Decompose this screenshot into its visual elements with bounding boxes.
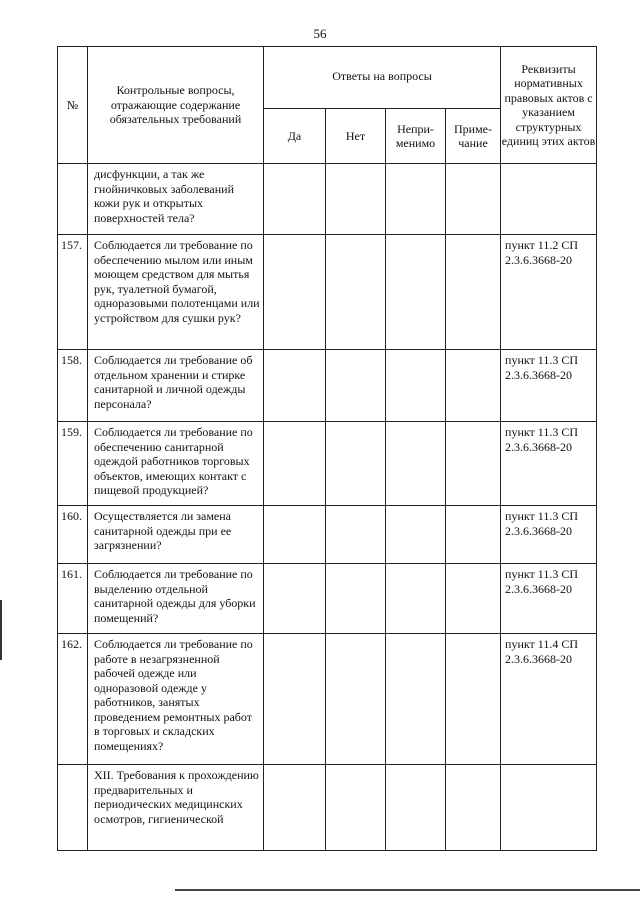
table-row (58, 164, 597, 235)
answer-no-cell[interactable] (326, 235, 386, 350)
table-row (58, 350, 597, 422)
header-no: Нет (326, 109, 386, 164)
answer-note-cell[interactable] (446, 564, 501, 634)
answer-na-cell[interactable] (386, 506, 446, 564)
row-number: 162. (58, 634, 88, 765)
answer-yes-cell[interactable] (264, 564, 326, 634)
row-question: Соблюдается ли требование об отдельном хранении и стирке санитарной и личной одежды персонала? (88, 350, 264, 422)
answer-yes-cell[interactable] (264, 235, 326, 350)
answer-na-cell[interactable] (386, 422, 446, 506)
row-number: 161. (58, 564, 88, 634)
section-heading: XII. Требования к прохождению предварительных и периодических медицинских осмотров, гигиенической (88, 765, 264, 851)
table-row (58, 422, 597, 506)
answer-no-cell[interactable] (326, 164, 386, 235)
row-reference (501, 765, 597, 851)
row-question: дисфункции, а так же гнойничковых заболеваний кожи рук и открытых поверхностей тела? (88, 164, 264, 235)
answer-na-cell[interactable] (386, 634, 446, 765)
row-question: Соблюдается ли требование по обеспечению санитарной одеждой работников торговых объектов, имеющих контакт с пищевой продукцией? (88, 422, 264, 506)
row-number: 157. (58, 235, 88, 350)
answer-note-cell[interactable] (446, 506, 501, 564)
answer-no-cell[interactable] (326, 564, 386, 634)
row-reference: пункт 11.3 СП 2.3.6.3668-20 (501, 350, 597, 422)
answer-na-cell[interactable] (386, 564, 446, 634)
page-number: 56 (313, 26, 327, 41)
section-row (58, 765, 597, 851)
answer-note-cell[interactable] (446, 350, 501, 422)
answer-na-cell[interactable] (386, 235, 446, 350)
row-reference: пункт 11.3 СП 2.3.6.3668-20 (501, 506, 597, 564)
answer-yes-cell[interactable] (264, 350, 326, 422)
answer-no-cell[interactable] (326, 350, 386, 422)
answer-yes-cell[interactable] (264, 164, 326, 235)
table-row (58, 634, 597, 765)
answer-yes-cell[interactable] (264, 634, 326, 765)
row-number: 158. (58, 350, 88, 422)
answer-na-cell[interactable] (386, 765, 446, 851)
header-row (58, 47, 597, 109)
answer-note-cell[interactable] (446, 164, 501, 235)
row-question: Соблюдается ли требование по работе в незагрязненной рабочей одежде или одноразовой одежде у работников, занятых проведением ремонтных работ в торговых и складских помещениях? (88, 634, 264, 765)
checklist-table (57, 46, 597, 851)
row-reference: пункт 11.3 СП 2.3.6.3668-20 (501, 564, 597, 634)
row-number (58, 164, 88, 235)
answer-no-cell[interactable] (326, 634, 386, 765)
row-question: Соблюдается ли требование по обеспечению мылом или иным моющем средством для мытья рук, туалетной бумагой, одноразовыми полотенцами или устройством для сушки рук? (88, 235, 264, 350)
answer-na-cell[interactable] (386, 350, 446, 422)
header-requisites: Реквизиты нормативных правовых актов с указанием структурных единиц этих актов (501, 47, 597, 164)
row-number (58, 765, 88, 851)
answer-yes-cell[interactable] (264, 765, 326, 851)
answer-no-cell[interactable] (326, 422, 386, 506)
answer-note-cell[interactable] (446, 634, 501, 765)
row-reference: пункт 11.4 СП 2.3.6.3668-20 (501, 634, 597, 765)
scan-edge-line (175, 889, 640, 891)
answer-no-cell[interactable] (326, 765, 386, 851)
header-questions: Контрольные вопросы, отражающие содержание обязательных требований (88, 47, 264, 164)
answer-note-cell[interactable] (446, 422, 501, 506)
row-number: 159. (58, 422, 88, 506)
table-row (58, 564, 597, 634)
row-number: 160. (58, 506, 88, 564)
header-yes: Да (264, 109, 326, 164)
answer-yes-cell[interactable] (264, 506, 326, 564)
header-num: № (58, 47, 88, 164)
answer-note-cell[interactable] (446, 765, 501, 851)
answer-note-cell[interactable] (446, 235, 501, 350)
table-row (58, 506, 597, 564)
answer-no-cell[interactable] (326, 506, 386, 564)
header-answers: Ответы на вопросы (264, 47, 501, 109)
row-reference: пункт 11.3 СП 2.3.6.3668-20 (501, 422, 597, 506)
row-reference (501, 164, 597, 235)
answer-yes-cell[interactable] (264, 422, 326, 506)
table-row (58, 235, 597, 350)
row-reference: пункт 11.2 СП 2.3.6.3668-20 (501, 235, 597, 350)
row-question: Осуществляется ли замена санитарной одежды при ее загрязнении? (88, 506, 264, 564)
scan-edge-mark (0, 600, 2, 660)
row-question: Соблюдается ли требование по выделению отдельной санитарной одежды для уборки помещений? (88, 564, 264, 634)
header-note: Приме- чание (446, 109, 501, 164)
answer-na-cell[interactable] (386, 164, 446, 235)
header-not-applicable: Непри- менимо (386, 109, 446, 164)
